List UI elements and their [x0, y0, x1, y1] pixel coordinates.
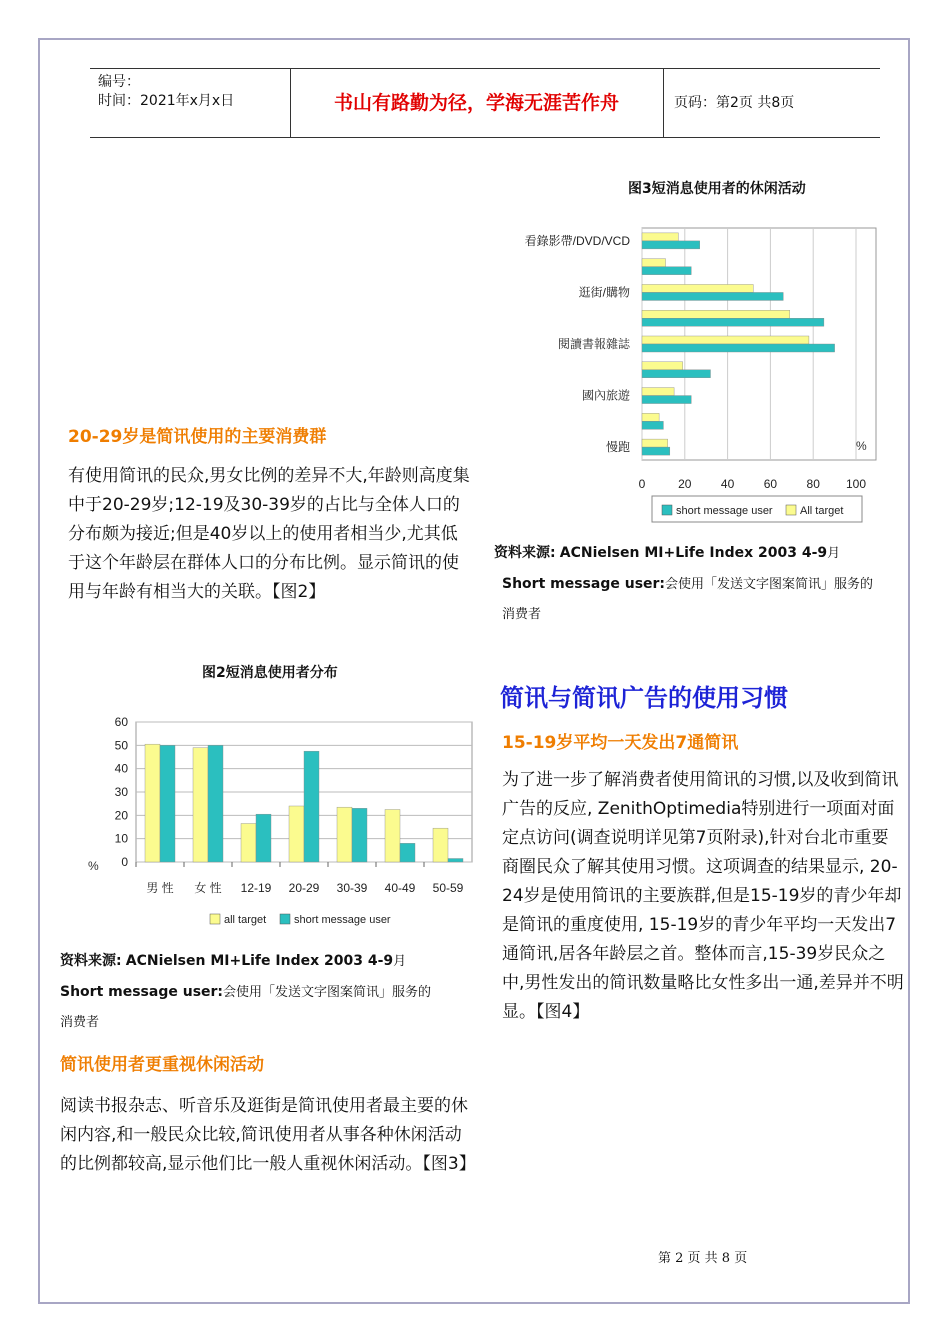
- source-user-label: Short message user:: [60, 984, 224, 1000]
- chart3-bar: [642, 413, 659, 421]
- serial-label: 编号：: [98, 74, 140, 90]
- section3-paragraph: 为了进一步了解消费者使用简讯的习惯,以及收到简讯广告的反应, ZenithOptimedia特别进行一项面对面定点访问(调查说明详见第7页附录),针对台北市重要商圈民众了解其使用习惯。这项调查的结果显示, 20-24岁是使用简讯的主要族群,但是15-19岁的青少年却是简讯的重度使用, 15-19岁的青少年平均一天发出7通简讯,居各年龄层之首。整体而言,15-39岁民众之中,男性发出的简讯数量略比女性多出一通,差异并不明显。【图4】: [502, 770, 904, 1022]
- chart3-legend-all: All target: [800, 505, 844, 517]
- chart3-category-label: 慢跑: [605, 440, 630, 455]
- chart2-bar: [400, 843, 415, 862]
- chart2-distribution: [80, 706, 480, 934]
- chart3-legend-swatch-all: [786, 505, 796, 515]
- chart3-bar: [642, 241, 700, 249]
- source-user-label: Short message user:: [502, 576, 666, 592]
- chart3-bar: [642, 284, 753, 292]
- chart2-legend-sms: short message user: [294, 914, 391, 926]
- chart2-bar: [289, 806, 304, 862]
- chart2-xlabel: 40-49: [384, 881, 416, 895]
- chart2-bar: [433, 828, 448, 862]
- chart3-bar: [642, 267, 691, 275]
- chart2-bar: [145, 744, 160, 862]
- chart2-bar: [193, 748, 208, 862]
- page-footer: 第 2 页 共 8 页: [658, 1251, 748, 1266]
- chart3-leisure: [490, 220, 900, 530]
- source-note-left: [60, 946, 480, 1038]
- chart2-bar: [448, 859, 463, 863]
- chart2-bar: [385, 810, 400, 863]
- chart3-title: 图3短消息使用者的休闲活动: [628, 181, 806, 197]
- chart3-bar: [642, 439, 668, 447]
- chart2-bar: [352, 808, 367, 862]
- source-user-text-cont: 消费者: [502, 607, 542, 622]
- chart3-category-label: 國內旅遊: [581, 388, 630, 403]
- chart2-ytick: 0: [121, 855, 128, 869]
- chart2-title: 图2短消息使用者分布: [202, 665, 338, 681]
- chart2-xlabel: 50-59: [432, 881, 464, 895]
- chart3-xtick: 0: [638, 477, 646, 491]
- source-value: ACNielsen MI+Life Index 2003 4-9: [125, 953, 394, 969]
- chart2-ytick: 10: [114, 831, 128, 846]
- chart3-bar: [642, 292, 783, 300]
- chart2-ytick: 50: [114, 738, 128, 753]
- source-user-text: 会使用「发送文字图案简讯」服务的: [665, 577, 874, 592]
- chart3-bar: [642, 388, 674, 396]
- source-suffix: 月: [393, 954, 407, 969]
- header-divider: [663, 69, 664, 137]
- chart2-ytick: 60: [114, 715, 128, 729]
- chart3-bar: [642, 233, 678, 241]
- motto: 书山有路勤为径，学海无涯苦作舟: [333, 92, 619, 114]
- chart3-bar: [642, 318, 824, 326]
- chart3-bar: [642, 344, 835, 352]
- chart2-ylabel: %: [88, 859, 99, 873]
- chart2-ytick: 20: [114, 808, 128, 823]
- chart2-bar: [337, 807, 352, 862]
- chart2-xlabel: 20-29: [288, 881, 320, 895]
- chart2-bar: [256, 814, 271, 862]
- chart3-category-label: 看錄影帶/DVD/VCD: [524, 233, 630, 248]
- chart2-xlabel: 30-39: [336, 881, 368, 895]
- chart3-bar: [642, 336, 809, 344]
- chart3-bar: [642, 310, 790, 318]
- source-suffix: 月: [827, 546, 841, 561]
- chart2-bar: [241, 824, 256, 863]
- source-user-text-cont: 消费者: [60, 1015, 100, 1030]
- chart3-xtick: 20: [678, 477, 692, 491]
- chart2-xlabel: 男 性: [146, 881, 174, 895]
- chart3-bar: [642, 421, 663, 429]
- chart3-xtick: 80: [806, 477, 820, 491]
- page-number-label: 页码：第2页 共8页: [674, 95, 795, 111]
- chart3-category-label: 閱讀書報雜誌: [557, 337, 630, 351]
- section2-paragraph: 阅读书报杂志、听音乐及逛街是简讯使用者最主要的休闲内容,和一般民众比较,简讯使用者从事各种休闲活动的比例都较高,显示他们比一般人重视休闲活动。【图3】: [60, 1096, 476, 1174]
- section3-heading: 15-19岁平均一天发出7通简讯: [502, 733, 739, 753]
- chart3-category-label: 逛街/購物: [578, 285, 630, 300]
- chart2-ytick: 40: [114, 761, 128, 776]
- chart3-xtick: 60: [763, 477, 778, 491]
- source-label: 资料来源:: [60, 953, 122, 969]
- chart3-bar: [642, 362, 683, 370]
- section1-paragraph: 有使用简讯的民众,男女比例的差异不大,年龄则高度集中于20-29岁;12-19及30-39岁的占比与全体人口的分布颇为接近;但是40岁以上的使用者相当少,尤其低于这个年龄层在群体人口的分布比例。显示简讯的使用与年龄有相当大的关联。【图2】: [68, 466, 470, 602]
- chart2-bar: [160, 745, 175, 862]
- chart3-bar: [642, 396, 691, 404]
- chart2-legend-swatch-all: [210, 914, 220, 924]
- section2-heading: 简讯使用者更重视休闲活动: [60, 1055, 264, 1075]
- chart2-xlabel: 12-19: [240, 881, 272, 895]
- chart2-ytick: 30: [114, 785, 128, 799]
- page-header: [90, 68, 880, 138]
- chart2-xlabel: 女 性: [194, 881, 222, 895]
- section1-heading: 20-29岁是简讯使用的主要消费群: [68, 427, 327, 447]
- chart2-legend-swatch-sms: [280, 914, 290, 924]
- time-label: 时间：2021年x月x日: [98, 93, 235, 109]
- chart3-xtick: 40: [720, 477, 735, 491]
- chart3-xtick: 100: [845, 477, 867, 491]
- chart2-bar: [208, 745, 223, 862]
- header-meta: [98, 73, 234, 111]
- source-user-text: 会使用「发送文字图案简讯」服务的: [223, 985, 432, 1000]
- chart3-unit: %: [856, 439, 867, 453]
- chart2-bar: [304, 751, 319, 862]
- chart3-legend-swatch-sms: [662, 505, 672, 515]
- source-label: 资料来源:: [494, 545, 556, 561]
- section3-title: 简讯与简讯广告的使用习惯: [500, 684, 788, 712]
- chart3-legend-sms: short message user: [676, 505, 773, 517]
- chart3-bar: [642, 259, 666, 267]
- chart2-legend-all: all target: [224, 914, 267, 926]
- chart3-bar: [642, 447, 670, 455]
- source-value: ACNielsen MI+Life Index 2003 4-9: [559, 545, 828, 561]
- chart3-bar: [642, 370, 710, 378]
- source-note-right: [494, 538, 904, 630]
